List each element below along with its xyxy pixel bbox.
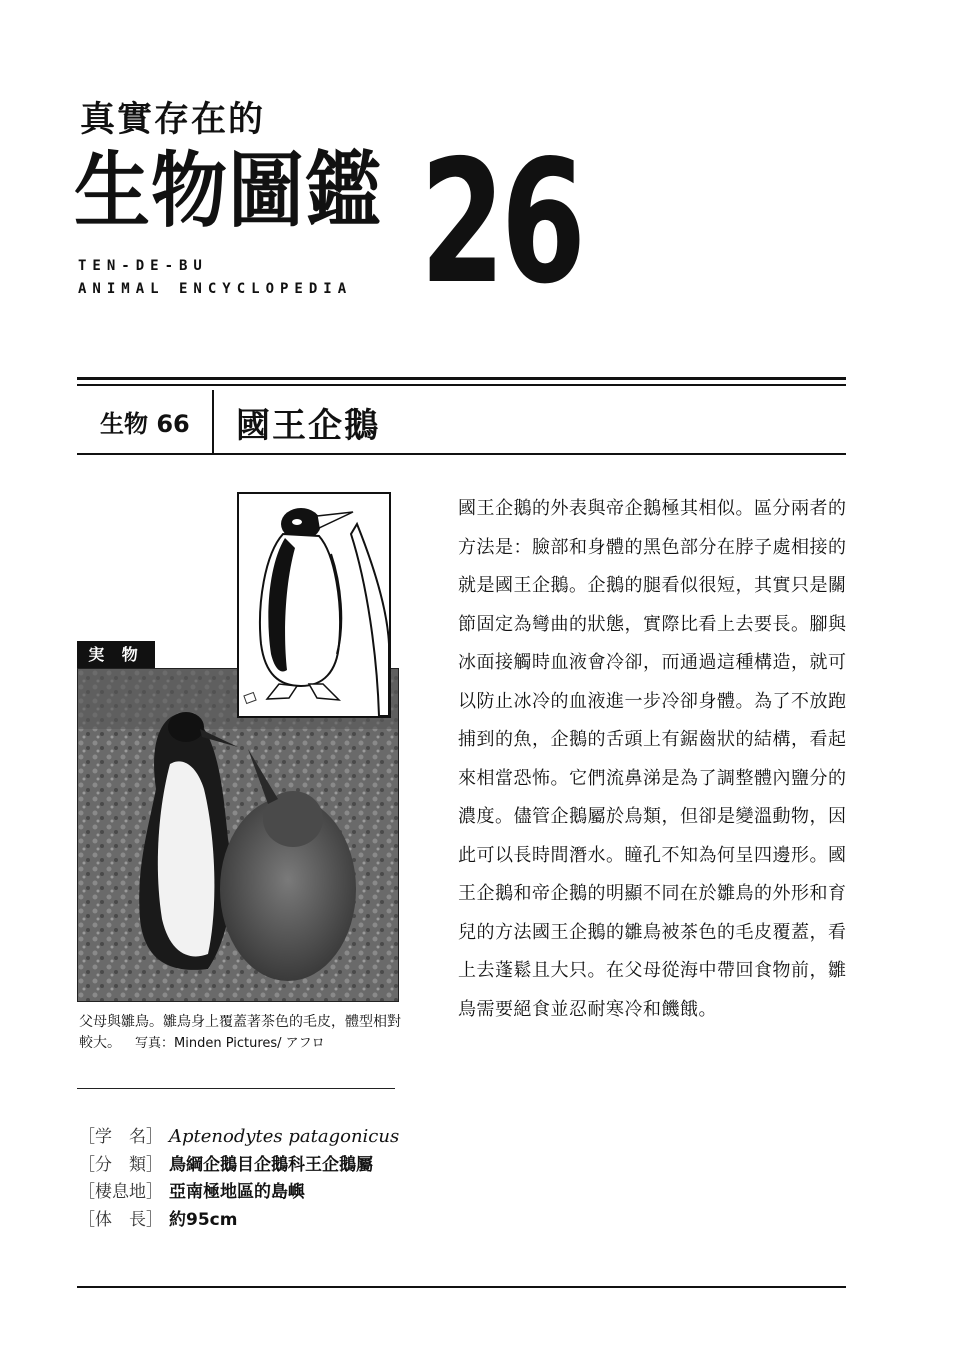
top-rule <box>77 377 846 380</box>
info-rule <box>77 1088 395 1089</box>
info-row-body-length <box>78 1205 237 1230</box>
photo-caption <box>79 1012 401 1054</box>
series-title: 生物圖鑑 <box>74 142 382 239</box>
info-value: 亞南極地區的島嶼 <box>169 1182 305 1202</box>
info-key: ［棲息地］ <box>78 1182 163 1202</box>
info-value: Aptenodytes patagonicus <box>169 1126 400 1147</box>
info-row-classification <box>78 1150 373 1175</box>
top-rule-thin <box>77 384 846 386</box>
caption-text: 父母與雛鳥。雛鳥身上覆蓋著茶色的毛皮，體型相對較大。 <box>79 1014 401 1051</box>
series-subtitle-line1: TEN-DE-BU <box>78 258 208 274</box>
illustration-image <box>239 494 389 716</box>
issue-number: 26 <box>420 124 582 322</box>
series-subtitle-line2: ANIMAL ENCYCLOPEDIA <box>78 281 353 297</box>
description-text: 國王企鵝的外表與帝企鵝極其相似。區分兩者的方法是：臉部和身體的黑色部分在脖子處相接的就是國王企鵝。企鵝的腿看似很短，其實只是關節固定為彎曲的狀態，實際比看上去要長。腳與冰面接觸時血液會冷卻，而通過這種構造，就可以防止冰冷的血液進一步冷卻身體。為了不放跑捕到的魚，企鵝的舌頭上有鋸齒狀的結構，看起來相當恐怖。它們流鼻涕是為了調整體內鹽分的濃度。儘管企鵝屬於鳥類，但卻是變溫動物，因此可以長時間潛水。瞳孔不知為何呈四邊形。國王企鵝和帝企鵝的明顯不同在於雛鳥的外形和育兒的方法國王企鵝的雛鳥被茶色的毛皮覆蓋，看上去蓬鬆且大只。在父母從海中帶回食物前，雛鳥需要絕食並忍耐寒冷和饑餓。 <box>458 498 847 1020</box>
info-key: ［体 長］ <box>78 1210 163 1230</box>
header-divider <box>212 390 214 454</box>
photo-tag: 実 物 <box>77 641 155 668</box>
creature-name: 國王企鵝 <box>236 406 380 446</box>
photo-credit: 写真：Minden Pictures/ アフロ <box>135 1036 325 1051</box>
photo-image <box>78 669 398 1001</box>
info-value: 鳥綱企鵝目企鵝科王企鵝屬 <box>169 1155 373 1175</box>
penguin-illustration <box>237 492 391 718</box>
penguin-photo <box>77 668 399 1002</box>
info-key: ［分 類］ <box>78 1155 163 1175</box>
info-row-habitat <box>78 1177 305 1202</box>
header-bottom-rule <box>77 453 846 455</box>
entry-number-label: 生物 66 <box>100 410 190 438</box>
info-row-scientific-name <box>78 1122 399 1147</box>
info-key: ［学 名］ <box>78 1127 163 1147</box>
bottom-rule <box>77 1286 846 1288</box>
series-title-small: 真實存在的 <box>80 100 266 140</box>
info-value: 約95cm <box>169 1210 238 1230</box>
